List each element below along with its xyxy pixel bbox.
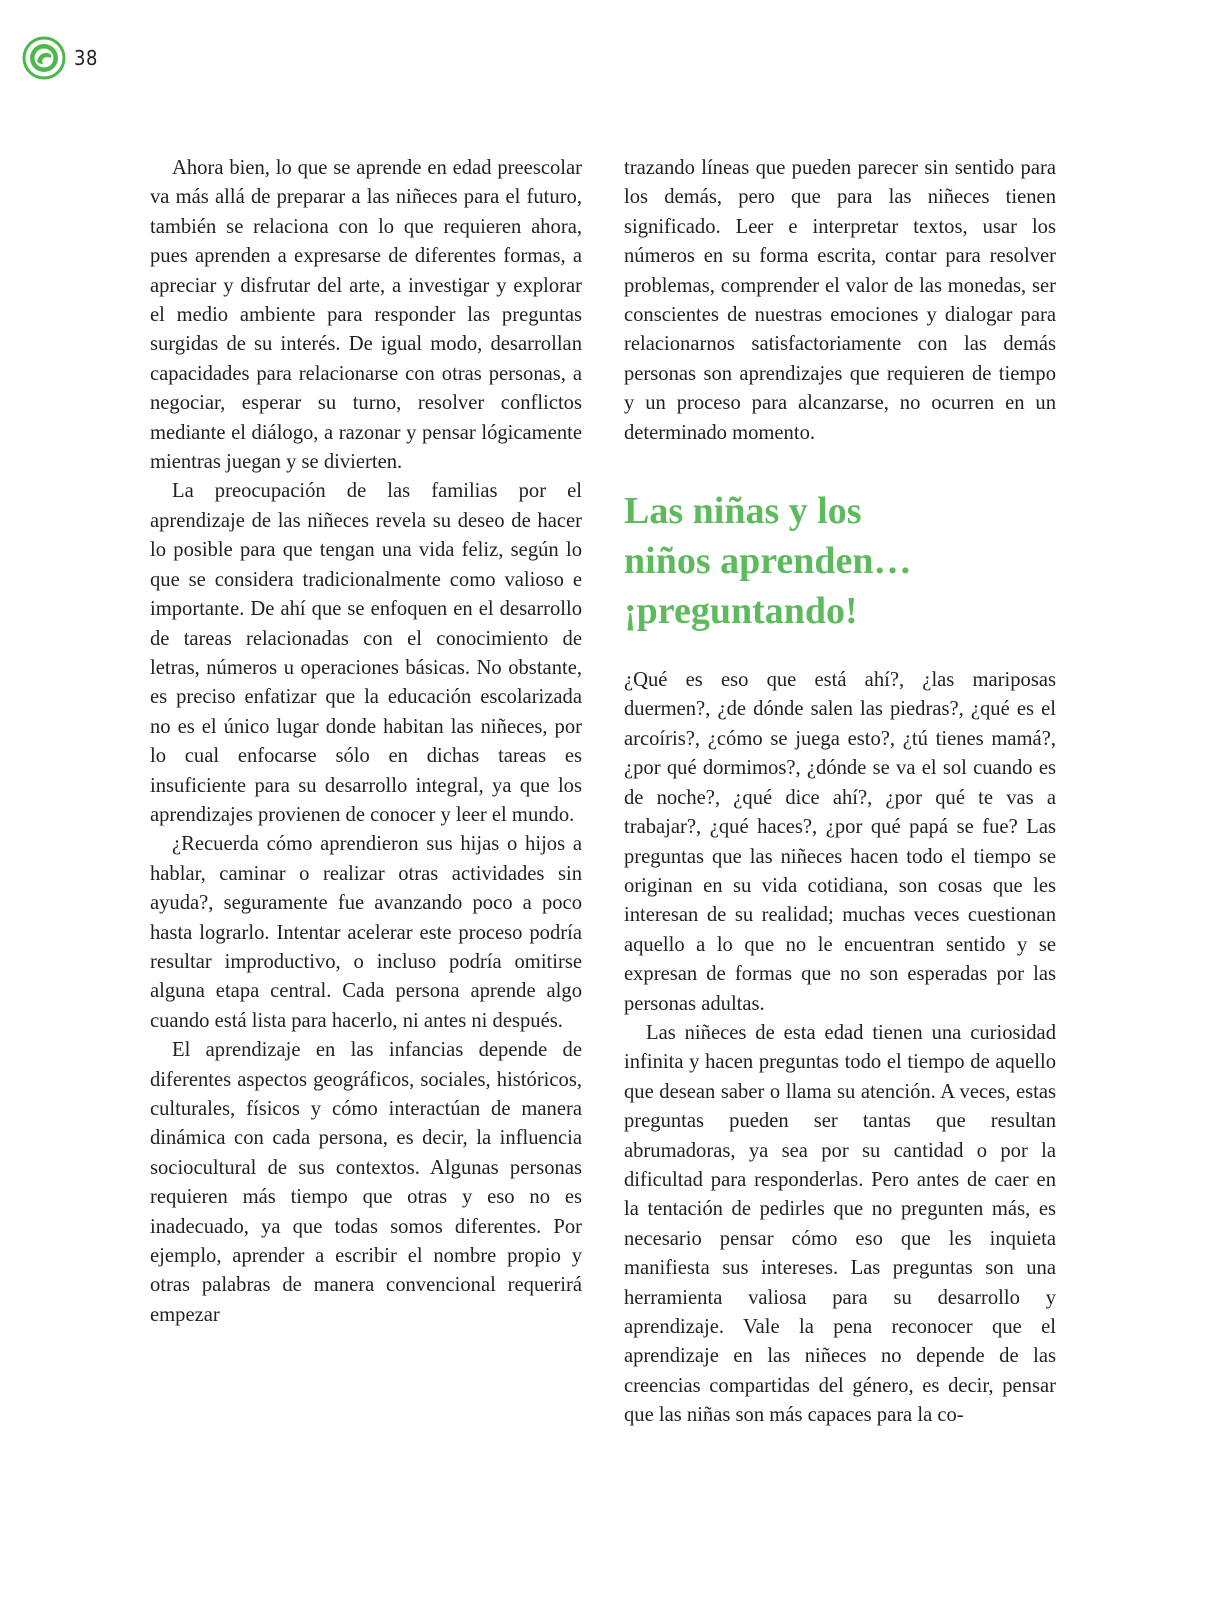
paragraph: Ahora bien, lo que se aprende en edad preescolar va más allá de preparar a las niñeces para el futuro, también se relaciona con lo que requieren ahora, pues aprenden a expresarse de diferentes formas, a apreciar y disfrutar del arte, a investigar y explorar el medio ambiente para responder las preguntas surgidas de su interés. De igual modo, desarrollan capacidades para relacionarse con otras personas, a negociar, esperar su turno, resolver conflictos mediante el diálogo, a razonar y pensar lógicamente mientras juegan y se divierten. bbox=[150, 157, 582, 474]
paragraph: ¿Recuerda cómo aprendieron sus hijas o hijos a hablar, caminar o realizar otras actividades sin ayuda?, seguramente fue avanzando poco a poco hasta lograrlo. Intentar acelerar este proceso podría resultar improductivo, o incluso podría omitirse alguna etapa central. Cada persona aprende algo cuando está lista para hacerlo, ni antes ni después. bbox=[150, 833, 582, 1032]
section-title-line: Las niñas y los bbox=[624, 490, 862, 533]
page-header bbox=[22, 36, 98, 80]
paragraph: El aprendizaje en las infancias depende de diferentes aspectos geográficos, sociales, históricos, culturales, físicos y cómo interactúan de manera dinámica con cada persona, es decir, la influencia sociocultural de sus contextos. Algunas personas requieren más tiempo que otras y eso no es inadecuado, ya que todas somos diferentes. Por ejemplo, aprender a escribir el nombre propio y otras palabras de manera convencional requerirá empezar bbox=[150, 1039, 582, 1326]
page-number: 38 bbox=[74, 46, 98, 70]
paragraph: ¿Qué es eso que está ahí?, ¿las mariposas duermen?, ¿de dónde salen las piedras?, ¿qué es el arcoíris?, ¿cómo se juega esto?, ¿tú tienes mamá?, ¿por qué dormimos?, ¿dónde se va el sol cuando es de noche?, ¿qué dice ahí?, ¿por qué te vas a trabajar?, ¿qué haces?, ¿por qué papá se fue? Las preguntas que las niñeces hacen todo el tiempo se originan en su vida cotidiana, son cosas que les interesan de su realidad; muchas veces cuestionan aquello a lo que no le encuentran sentido y se expresan de formas que no son esperadas por las personas adultas. bbox=[624, 669, 1056, 1015]
section-title-line: ¡preguntando! bbox=[624, 590, 858, 633]
green-circular-seal-icon bbox=[22, 36, 66, 80]
paragraph: La preocupación de las familias por el aprendizaje de las niñeces revela su deseo de hacer lo posible para que tengan una vida feliz, según lo que se considera tradicionalmente como valioso e importante. De ahí que se enfoquen en el desarrollo de tareas relacionadas con el conocimiento de letras, números u operaciones básicas. No obstante, es preciso enfatizar que la educación escolarizada no es el único lugar donde habitan las niñeces, por lo cual enfocarse sólo en dichas tareas es insuficiente para su desarrollo integral, ya que los aprendizajes provienen de conocer y leer el mundo. bbox=[150, 480, 582, 826]
right-column bbox=[624, 154, 1056, 1431]
paragraph-continuation: trazando líneas que pueden parecer sin sentido para los demás, pero que para las niñeces tienen significado. Leer e interpretar textos, usar los números en su forma escrita, contar para resolver problemas, comprender el valor de las monedas, ser conscientes de nuestras emociones y dialogar para relacionarnos satisfactoriamente con las demás personas son aprendizajes que requieren de tiempo y un proceso para alcanzarse, no ocurren en un determinado momento. bbox=[624, 157, 1056, 444]
paragraph: Las niñeces de esta edad tienen una curiosidad infinita y hacen preguntas todo el tiempo de aquello que desean saber o llama su atención. A veces, estas preguntas pueden ser tantas que resultan abrumadoras, ya sea por su cantidad o por la dificultad para responderlas. Pero antes de caer en la tentación de pedirles que no pregunten más, es necesario pensar cómo eso que les inquieta manifiesta sus intereses. Las preguntas son una herramienta valiosa para su desarrollo y aprendizaje. Vale la pena reconocer que el aprendizaje en las niñeces no depende de las creencias compartidas del género, es decir, pensar que las niñas son más capaces para la co- bbox=[624, 1021, 1056, 1427]
section-title-line: niños aprenden… bbox=[624, 540, 912, 583]
section-title bbox=[624, 486, 1056, 636]
left-column bbox=[150, 154, 582, 1330]
